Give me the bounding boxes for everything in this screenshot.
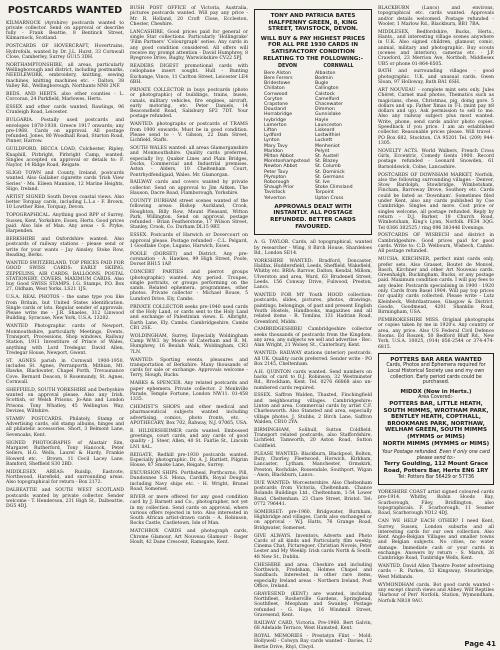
column-1-ads [6,21,124,510]
place-name: Gunnislake [314,112,341,118]
potters-bar-north-mimms: NORTH MIMMS (MYMMS or MIMS) [382,440,490,447]
classified-advert: ART NOUVEAU - complete mint sets only. Jules Chéret, Carnet mail photos, Thematics such as magicians, chess, Christmas, pig, doing gore. 5 dollars and up. Father Xmas in T-L (mint pay $8 dollars and up). Ask permission to sell to me. Also any railway subject plus most wanted. Write, phone, send cards and/or photo copies. Speedback if you price. I am an established collector. Reasonable prices please. Will travel - PO Box 682, Stockton, CA 95201 Tel. (209) 944-1305. [378,87,494,146]
place-name: Chillaton [264,86,285,92]
page-number: Page 41 [464,640,496,648]
potters-bar-postage: Your Postage refunded. Even if only one card please send to:- [382,450,490,461]
place-name: Luckett [314,138,333,144]
place-name: Roborough [264,180,290,186]
classified-advert: BUSH POST OFFICE of Victoria, Australia, pictures postcards wanted. Will pay any price - Mr. R. Holland, 20 Croft Close, Eccleston, Chester, Cheshire. [130,6,248,27]
place-name: Coryton [264,96,283,102]
place-name: Stoke Climsland [314,185,353,191]
place-name: Moretonhampstead [264,159,310,165]
classified-advert: WANTED: RAILWAY stations (interior) postcards. All UK. Quality cards preferred. Sender write - PO Box 2145, Cheltenham. [254,351,372,367]
bates-advert-box [254,9,372,235]
place-name: Cornwood [264,91,288,97]
potters-bar-county: MIDDX (Now in Herts.) [400,388,472,395]
place-name: Crapstone [264,101,289,107]
place-name: Chacewater [314,101,343,107]
place-name: St. Germans [314,174,344,180]
potters-bar-intro: Cards, Photos and Ephemera required for Local Historical Society use and my own collection. Early period cards could be purchased. [386,363,486,386]
place-name: Lifton [264,127,278,133]
classified-advert: ESSEX. Saffron Walden, Thaxted, Finchingfield and neighbouring villages. Cambridgeshire: Linton and area. Commercial cards by artist C.F. Charlesworth. Also Stansted and area, especially village photos. J. Stubbs, 2 Birch Lane, Saffron Walden, CB10 2YA. [254,393,372,425]
classified-advert: SOUTH WALES wanted: all areas Glamorganshire and Monmouthshire. Quality cards preferred, especially Ivy, Quaker Lines and Plain Bridges, Docks, Commercial and Industrial premises. Aston - Alders, 10 Cheltenham Court, Pontrhydfendigaid, Wales. Mr. Glamorgan. [130,146,248,178]
place-name: Torpoint [314,190,334,196]
classified-advert: NOVELTY ACTS. World Walkers, French Cross Girls, Eccentric, Comedy Gents 1900. Record postage refunded - Leonard Snowden, 61 Barnoldswick, Colne, Lancashire. [378,148,494,170]
place-name: Newton Abbot [264,164,298,170]
classified-advert: SLIGO TOWN and County, Ireland, postcards wanted. Also Gallaher cigarette cards 'Irish View Series' - Ms. Eileen Mannion, 12 Marine Heights, Sligo, Ireland. [6,171,124,192]
classified-advert: U.S.A. REAL PHOTOS - the same type you like from Britain, but United States identification. Single cards or lots. Regular sender of approvals. Please write me - J.R. Shaeles, 312 Linwood Building, Syracuse, New York, U.S.A. 13202. [6,295,124,322]
classified-advert: MUCHA, KIRCHNER, perfect mint cards only, prefer sets. Also Grasset, Boutet de Monvel, Basch, Kirchner and other Art Nouveau cards. Greenhalgh, Buckingham, Bucks, or any postage paid. Maximum condition cards. I will pay fees to any dealer. Postcards specialising in 1900 - 1920 only. Cards from Basel 1904. Will pay top prices for quality cards collected. Please write - Lutz Kleinbeck, Wehrdastrasse, Glasgow & District. Goode, Goodmead, 4201 Shanklin Road, Birmingham, USA. [378,257,494,316]
classified-advert: RAILWAY cards and covers wanted by private collector. Send on approval to Jim Aitken, The Hauson, Dacre Road, Flamborough, Yorkshire. [130,180,248,197]
bates-advert-title: TONY AND PATRICIA BATES HALFPENNY GREEN, 8, KING STREET, TAVISTOCK, DEVON. [268,13,358,33]
classified-advert: ESSEX. Postcards of Harwich or Dovercourt on approval please. Postage refunded - C.L. Pelgard, 1 Goodlake Cope, Lugano, Harwich, Essex. [130,233,248,249]
classified-advert: ESSEX and other cards wanted, Rawlings, 96 Cranleigh Road, Leicester. [6,105,124,116]
potters-bar-contact: Terry Goulding, 112 Mount Grace Road, Potters Bar, Herts EN6 1RY [383,461,489,474]
place-name: Horrabridge [264,112,293,118]
place-name: Peter Tavy [264,169,289,175]
place-name: Bere Ferrers [264,75,293,81]
cornwall-places [315,71,362,201]
place-name: Bugle [314,81,329,87]
place-name: Shaugh Prior [264,185,294,191]
classified-advert: NORTHAMPTONSHIRE, all areas, particularly Wellingborough and district, including postmarks, NEEDLEWORK, embroidery, knitting, sewing machines, knitting machines etc. - Dalton, 38 Valley Rd., Wellingborough, Northants NN8 2NF. [6,62,124,89]
classified-advert: GIVE ALWAYS. Inventors, Adverts and Photo Cards of all kinds and Particularly film weekly, Cinema Chat, Picturegoer, Christian Novels, Peter Lester and My Weekly. Irish cards North & South. 48 New St., Dublin. [254,533,372,560]
column-4 [378,6,494,636]
classified-advert: DUE WANTED: Worcestershire. Also Cheltenham postcards from Victoria, Cheltenham. Chance Rolands Buildings Ltd., Cheltenham, 1-54 Lower Road, Cheltenham. 23 Clare Street, Bristol. Tel: 0772 796441. [254,480,372,507]
place-name: Camelford [314,96,340,102]
classified-advert: KILMARNOCK (Ayrshire) postcards wanted to private collector. Send on approval or describe fully - Frank Beattie, 8 Bentinck Street, Kilmarnock, Scotland. [6,20,124,42]
devon-list [264,64,311,201]
classified-advert: SOMERSET: pre-1960. Bridgwater, Burnham, Highbridge and villages. Cards also exchanged or on approval - W.J. Hatts, 76 Grange Road, Bridgwater, Somerset. [254,509,372,531]
place-name: Launceston [314,122,342,128]
place-name: St. Austell [314,154,339,159]
place-name: Mary Tavy [264,143,288,149]
place-name: St. Dominick [314,169,345,175]
classified-advert: CAN WE HELP EACH OTHER? I need Kent, Surrey, Sussex, London suburbs and all interesting cards for our own collection. Also Kent Anglo-Belgian Villages and smaller towns and Belgian subjects. No cities, no water damage. Immediate cash or your cards in exchange. Answers by return - S. Marsh, 26 Cambridge Road, Tunbridge Wells, Kent. [378,519,494,562]
classified-advert: DALBEATTIE and SOUTH WEST SCOTLAND postcards wanted by private collector. Sender welcome - T. Henderson, 231 High St., Dalbeattie, DG5 4DJ. [6,488,124,510]
potters-bar-advert-box [378,353,494,485]
column-1 [6,6,124,636]
classified-advert: BULGARIA. Postally used postcards and envelopes 1878-1938. Greece 1917 onwards; any pre-1968. Cards on approval. All postage refunded. Jones, 80 Woodhall Road, Sturton Road, Pinner, Harrow. [6,118,124,145]
classified-advert: TOPOGRAPHICAL. Anything good RPP of Surrey, Sussex, Kent, Yorkshire, Essex, Herts. Good prices paid. Also Isle of Man. Any areas - S. Pryke, Harpenden. [6,213,124,235]
classified-advert: ARTIST SIGNED South Devon coastal views. Also better Torquay cards, including L.L.s - F. Brown, 10 Lowther Rise, Torquay, Devon. [6,194,124,211]
column-4-ads-a [378,6,494,350]
classified-advert: GUILDFORD, BECCA LOAD, Colchester, Ripley, Knaphill, Pirbright, Pirbright Camp, wanted. Singles accepted on approval or details to: F. Naylor, 14 Ridge Road, Reigate. [6,147,124,169]
potters-bar-areas: POTTERS BAR, LITTLE HEATH, SOUTH MIMMS, WROTHAM PARK, BENTLEY HEATH, COPTHALL, BROOKMANS PARK, NORTHAW, WELHAM GREEN, SOUTH MIMMS (MYMMS or MIMS) [383,401,489,440]
classified-advert: ST. AGNES parish in Cornwall 1900-1950, includes St. Agnes, Perranporth, Mithian, Mt. Hawke, Blackwater, Chapel Porth, Trevaunance Cove. Bernard Deacon, 8 Rosemundy, St. Agnes, Cornwall. [6,358,124,385]
place-name: Bodmin [314,75,333,81]
classified-advert: A.H. QUINTON cards wanted. Send numbers on backs of card to D.J. Robinson, 32 Westminster Rd., Brockham, Kent. Tel. 0276 66868 also un-numbered cards required. [254,369,372,391]
column-3-ads [254,240,372,650]
classified-advert: WANTED SWITZERLAND. TOP PRICES PAID FOR GOOD SWISS CARDS: EARLY SKIING, ZEPPELINS, AIR CARDS, BALLOONS, POSTAL STATIONERY, COVERS, MAXIMUM CARDS. Also buy Good SWISS STAMPS. I.G. Stamps, P.O. Box 27, Oldham, West Yorks. LS21 1JS. [6,260,124,293]
classified-advert: EXCURSION SHIPS. Porthsheal, Porthcurno, Pill, Dundonnes S.S. Mona, Cardiffs, Royal Douglas including Navy ships etc. - H. Wright, Brunel Road, Somerset. [130,471,248,493]
place-name: St. Ive [314,180,330,186]
classified-advert: PRIVATE COLLECTOR in buys postcards (photo or photographic) of buildings, trains, buses, canals, military vehicles, fire engines, aircraft, early motoring, etc. Peter Daniels, 14 Beaconsfield Road, Salisbury SP2 7DT. Your postage refunded. [130,87,248,120]
devon-places [264,71,311,201]
place-name: Menheniot [314,143,340,149]
classified-advert: WANTED. David Allen Theatre Poster advertising cards - R. Parkes, 53 Kingsway, Stourbridge, West Midlands. [378,564,494,580]
classified-advert: COUNTY DURHAM street scenes wanted of the following areas: Bishop Auckland, Crook, Houghton, Billy Row, Mount Pleasant, Witton Park, Willington. Send on approval, postage refunded - Brian Featherstone, 17 Wilson Street, Stanley, Crook, Co. Durham DL15 9RT. [130,198,248,231]
classified-advert: WANTED: Sporting events, pleasures and transportation of Berkshire. Many thousands of cards for sale or exchange. Approvals welcome - Terry, Slough, Bucks. [130,357,248,379]
classified-advert: CAMBRIDGESHIRE/ Cambridgeshire collector seeks thousands of postcards from the Kingdom, any area, any subjects we sell and advertise - Rec. Alan Wright, 21 Wolsey St., Canterbury, Kent. [254,327,372,349]
bates-advert-offer: WILL BUY & PAY HIGHEST PRICES FOR ALL PRE 1930 CARDS IN SATISFACTORY CONDITION RELATING TO THE FOLLOWING:- [260,35,366,62]
classified-advert: BERKSHIRE and Oxfordshire wanted. Also postcards of railway stations - please send or write for your wants - Jay Ainsley, Stoke Row, Reading, Berks. [6,237,124,259]
place-name: St. Columb [314,164,341,170]
classified-advert: POSTCARDS OF DOWNHAM MARKET, Norfolk, also the following surrounding villages - Denver, Stow Bardolph, Stowbridge, Wimbotsham, Fincham, Barroway Drove, Southery etc. Cards could be listed as 'Downham'. Sometimes filed under Kent, also any cards published by Coe Cambridge. Singles and more. Cost price or singles welcome, all postage refunded. Reply by return - D.J. Barker, 18 Church Road, Wimbotsham, King's Lynn, Norfolk. PE34 3QG. Tel 0366 382525 / ring 096 383446 Evenings. [378,172,494,231]
place-name: St. Blazey [314,159,339,165]
classified-advert: REIGATE, Redhill pre-1930 postcards wanted. Especially photographic. Dr. A. J. Bartlett, Pilgrim House, 87 Smoke Lane, Reigate, Surrey. [130,452,248,469]
place-name: Albaston [314,70,336,76]
classified-advert: MATCHBOX CARDS and photograph cards, Chrome Glamour, Art Nouveau Glamour - Roger Hoult, 42 Dane Crescent, Ramsgate, Kent. [130,529,248,545]
potters-bar-title: POTTERS BAR AREA WANTED [390,356,482,363]
classified-advert: YORKSHIRE WANTED: Bradford, Doncaster, Halifax, Huddersfield, Leeds, Sheffield, Wakefield, Whitby etc. BRIA: Barrow, Dalton, Kendal, Millom, Ulverston and area, Ward, 63 Brudenell Street, Leeds. 156 Conway Drive, Fulwood, Preston, Lancs. [254,258,372,291]
place-name: Marldon [264,148,283,154]
place-name: Tavistock [264,190,286,196]
classified-advert: WOLDINGHAM, Surrey. Especially Woldingham Camp W.W.I. by Moore of Caterham and R. M. Humphrey, 16 Beulah Walk, Woldingham, CR3 7LN. [130,333,248,355]
county-lists [258,64,368,201]
section-heading: POSTCARDS WANTED [7,5,123,16]
column-2 [130,6,248,636]
classified-advert: POSTCARDS OF HOVERCRAFT, Hovertrains, Hydrofoils, wanted by Dr. J.L. Hurst, 33 Cornwall Close, Camberley, Surrey GU15 3DH. [6,44,124,60]
cornwall-heading: CORNWALL [323,64,354,70]
classified-advert: BLACKBURN (Lancs) and environs, topographical etc. cards wanted. Approvals and/or details welcomed. Postage refunded - Wooler, 1 Marlow Rd., Blackburn, BB1 7BA. [378,6,494,27]
place-name: Upton Cross [314,195,344,201]
place-name: Dousland [264,107,287,113]
place-name: Plympton [264,174,287,180]
classified-advert: CHESHIRE and area. Cheshire and including Northwich, Frodsham, Holmes Chapel and Sandbach. Interested in other rare items, especially Ireland areas - Northern Ireland, Post Office, Ireland. [254,562,372,589]
potters-bar-phone: Tel: Potters Bar 56429 or 57736 [397,474,475,480]
place-name: Lostwithiel [314,133,341,139]
classified-advert: PLEASE WANTED: Blackburn, Blackpool, Bolton, Bury, Chorley, Fleetwood, Horwich, Kirkham, Lancaster, Lytham, Manchester, Ormskirk, Preston, Rochdale, Rossendale, Southport, Wigan - Anon, Blackburn, Lancs. [254,451,372,478]
classified-advert: LANCASHIRE, Good prices paid for general or single Star collections. Particularly 'Hollingrake' 'Film Partners' 'Colourgraph' series. Any cards in any good condition considered. All offers will receive my prompt attention - David Humphrey, 8 Ryegrove Drive, Rugby, Warwickshire CV22 5PJ. [130,29,248,62]
place-name: Lydford [264,133,282,139]
devon-heading: DEVON [278,64,297,70]
place-name: Ivybridge [264,117,286,123]
place-name: Milton Abbot [264,154,294,159]
bates-advert-footer: APPROVALS DEALT WITH INSTANTLY. ALL POSTAGE REFUNDED. BETTER CARDS FAVOURED. [270,203,356,230]
column-2-ads [130,6,248,545]
classified-advert: B. HILDERSHEIMER cards wanted. Embossed greetings, court cards, and any cards of good quality - J. Steer, Allen, 40 St. Fairlie St., Lincoln LN1 8AL. [130,428,248,450]
place-name: Hayle [314,117,329,123]
classified-advert: RIVER or more offered for any good condition card by J. Barnett and Co., photographer, not yet in my collection. Send cards on approval, where various offers rejected in toto. Also interested in South African artist-drawn cards - A. Robinson, Rocks Castle, Castletown, Isle of Man. [130,494,248,527]
classified-advert: BIRMINGHAM, Solihull, Sutton Coldfield. Transport related postcards, also Staffordshire, Lichfield, Tamworth, 20 Aston Road, Sutton Coldfield. [254,427,372,449]
classified-advert: SIGNED PHOTOGRAPHS of Alastair Sim, Margaret Rutherford, Tony Hancock, Peter Sellers, H.G. Wells, Laurel & Hardy, Frankie Howerd etc. - Brown, 11 Cecil Lacey Lane, Bamford, Sheffield S30 2BD. [6,440,124,467]
classified-advert: WYMONDHAM cards. Bot good cards wanted - any except church views and Abbey. Wilf Reptiles 'Harbour of Peri' Norfolk, Station, Wymondham, Norfolk NR18 9AU. [378,582,494,604]
classified-advert: POOLE (DORSET) and District. Any pre-coronation - A. Hawkes, 99 High Street, Poole, Dorset BH15 1AP. [130,251,248,268]
classified-advert: MIDDLESEX AREAS: Ruislip, Eastcote, Northwood, Harefield, and surrounding areas. Also topographical for return - Box 2172. [6,469,124,486]
classified-advert: MARKS & SPENCER. Any related postcards and paper ephemera. Private collector. 2 Monkville Parade, Temple Fortune, London NW11. 01-458 1335. [130,381,248,403]
place-name: Bere Alston [264,70,291,76]
place-name: Dimmon [314,107,335,113]
classified-advert: WANTED FOR MY Youth HOOD collection: postcards, slides, pictures, photos, drawings, paintings, belongings, of past and present English Youth Hostels, Handbooks, magazines and all related items - R. Tomlins, 131 Hadrian Road, Greenford, Middx. [254,293,372,325]
classified-advert: WANTED: photographs or postcards of TRAMS from 1900 onwards. Must be in good condition. Please send to - V. Gibson, 22 Dam Street, Lichfield, Staffs. [130,122,248,144]
classified-advert: CONCERT PARTIES and pierrot groups (photographic) wanted. Any period. Troupes, single portraits, or groups performing on the sands. Related ephemera, programmes, other photos. Private collector - Michael Rouse, 5 Lumford Drive, Ely, Cambs. [130,270,248,302]
classified-advert: RAILWAY CARD, Victoria. Pre-1960. Bert Galvin, 68 Adelaide Terrace, West Hamsted, Kent. [254,620,372,632]
place-name: Liskeard [314,127,335,133]
classified-advert: MIDDLESEX, Bedfordshire, Bucks, Herts., Hants., and interesting village scenes anywhere in U.K. Also signed children, glamour, comic, animal, military and photographic. Buy scouts (scenes and interiors), cameras etc. - J.P. Crawford, 23 Merrion Ave, Northolt, Middlesex UB5 or phone 01-864-6505. [378,29,494,67]
classified-advert: CHEMIST'S SHOPS and other medical and pharmaceutical subjects wanted including advertising, comics, photo fronts, etc. - APOTHECARY, Box 702, Rahway, N.J. 07065, USA. [130,405,248,426]
classified-advert: POSTCARDS OF WISBECH and district in Cambridgeshire. Good prices paid for good cards. Write to: C.D. Welbourn, Wisbech, Cambs. All postage refunded. [378,233,494,255]
classified-advert: BATH and surrounding villages - good photographic. U.K. and unusual cards. Gwen Sloan, 97 Holloway, Bath BA1 6SH. [378,69,494,86]
place-name: Pelynt [314,148,330,154]
column-4-ads-b [378,490,494,604]
place-name: Callington [314,86,339,92]
classified-advert: SHEFFIELD, SOUTH YORKSHIRE and Derbyshire wanted on approval please. Also any Irish, Scottish, or Welsh Prisons. Jo-Ann and London Prisons. Tony Whatley, 45 Wellington Way, Devizes, Wiltshire. [6,387,124,414]
classified-advert: ROYAL MEMORIES - Prestatyn Flint - Mold. Hollywell - Colwyn Bay cards wanted - Davies, 12 Bertie Drive, Rhyl, Clwyd. [254,634,372,650]
classified-advert: STAMP/ POSTCARDS. Philately, Stamp or Advertising cards, old stamp albums, hinges and all philatelic accessories. Short, 3 Belmont Lane, Sevenoaks, Kent. [6,416,124,438]
column-3 [254,6,372,650]
classified-advert: WANTED Photographic cards of Newport, Monmouthshire, particularly Meetings, Events, Transport, Processions, Shop windows, Railway Station, 1911 Investiture of Prince of Wales, anything with Lord Tredegar. David Allen, Tredegar House, Newport, Gwent. [6,324,124,356]
place-name: Lamerton [264,122,287,128]
cornwall-list [315,64,362,201]
classified-advert: READERS DIGEST promotional cards with cellophane insert sought. Hull - Bunting Exchange, Vince, 11 Carlton Street, Leicester LE4 6BH. [130,64,248,86]
place-name: Bridestowe [264,81,291,87]
classified-advert: YORKSHIRE COAST artist signed coloured cards pre-1914. Whitby, Robin Hoods Bay, Scarborough, Filey, Bridlington, also topographicals. F. Scarborough, 11 Seamer Road, Scarborough YO12 4DJ. [378,490,494,517]
classified-advert: PEMBROKESHIRE MISS. Original photographs or copies taken by me in 1920's. Any country or area, any price. Also US Federal Civil Defence Rooms. Ed Roszek, 50 Bedford Bluff Rd., New York, U.S.A. 10025, (914) 856-2544 or 374-474-6815. [378,318,494,350]
classified-advert: GRAVESEND (KENT) are wanted, including Northfleet, Rosherville Gardens, Springhead, Southfleet, Meopham and Swanley. Postage refunded - G. Hope, 16 Windmill Street, Gravesend, Kent. [254,591,372,618]
classified-advert: PRIVATE COLLECTOR seeks pre-1940 used cards of the Holy Land, or cards sent to the Holy Land and exchange of Palestinian views. E. Albright, Earth Lane, Ely, Cambs. Cambridgeshire, Cambs CB1 2SE. [130,304,248,331]
place-name: Lynton [264,138,280,144]
place-name: Yelverton [264,195,286,201]
potters-bar-area-label: Area Covered:- [418,395,454,401]
classified-advert: BEDS. AND HERTS. also other counties - L. Corcoran, 24 Parkfield, Marlowes, Herts. [6,91,124,103]
place-name: Calstock [314,91,335,97]
classified-advert: A. G. TAYLOR. Cards, all topographical, wanted by researcher - Wing, 8 Birch House, Shardeloes Rd., London SE14. [254,240,372,256]
